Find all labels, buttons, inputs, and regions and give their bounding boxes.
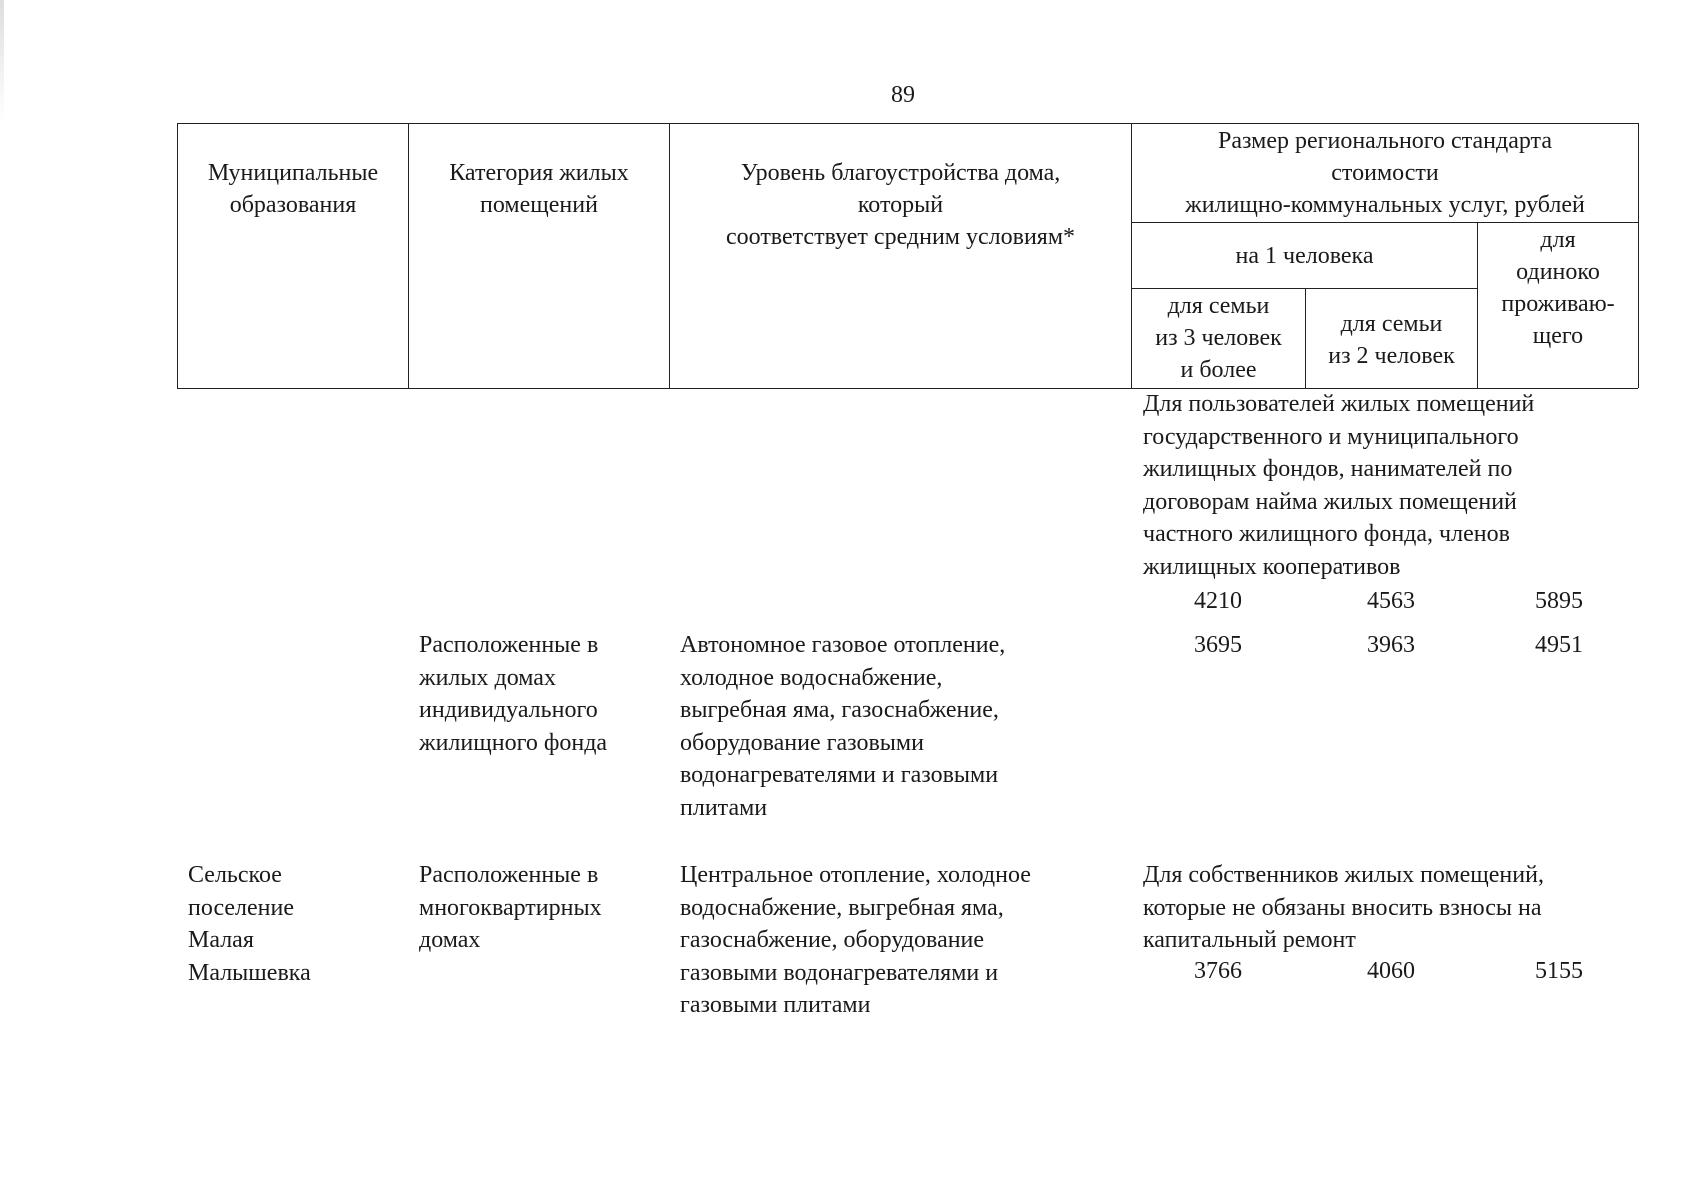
municipality-line: поселение — [188, 894, 295, 921]
header-line: для — [1540, 227, 1576, 253]
level-line: плитами — [680, 794, 768, 821]
header-line: который — [857, 192, 944, 218]
header-family-2 — [1306, 308, 1477, 372]
header-family-3 — [1132, 290, 1305, 386]
header-line: из 3 человек — [1155, 325, 1282, 351]
header-per-person: на 1 человека — [1235, 243, 1374, 269]
category-line: индивидуального — [419, 697, 598, 723]
note-line: жилищных фондов, нанимателей по — [1143, 456, 1513, 482]
header-line: Муниципальные — [207, 160, 379, 186]
level-line: Автономное газовое отопление, — [680, 632, 1006, 658]
row-municipality — [188, 859, 311, 989]
header-line: для семьи — [1340, 311, 1443, 337]
value-family-2: 4060 — [1367, 958, 1415, 984]
value-family-3: 3766 — [1194, 958, 1242, 984]
level-line: водонагревателями и газовыми — [680, 762, 999, 788]
note-line: капитальный ремонт — [1143, 927, 1356, 953]
level-line: холодное водоснабжение, — [680, 664, 943, 691]
level-line: газовыми водонагревателями и — [680, 959, 999, 986]
header-line: помещений — [480, 192, 598, 218]
header-line: из 2 человек — [1328, 343, 1455, 369]
category-line: домах — [419, 927, 481, 953]
note-line: Для пользователей жилых помещений — [1143, 391, 1535, 417]
header-line: стоимости — [1331, 160, 1439, 186]
header-category — [409, 157, 669, 221]
note-line: Для собственников жилых помещений, — [1143, 862, 1544, 888]
page-number: 89 — [891, 82, 915, 108]
value-family-3: 3695 — [1194, 632, 1242, 658]
value-single: 5895 — [1535, 588, 1583, 614]
header-line: и более — [1180, 357, 1257, 383]
header-level — [670, 157, 1131, 253]
category-line: жилищного фонда — [419, 729, 608, 756]
value-single: 4951 — [1535, 632, 1583, 658]
header-line: Уровень благоустройства дома, — [740, 160, 1061, 186]
header-line: проживаю- — [1501, 291, 1615, 317]
level-line: Центральное отопление, холодное — [680, 862, 1031, 888]
level-line: газоснабжение, оборудование — [680, 927, 985, 953]
level-line: оборудование газовыми — [680, 729, 924, 756]
category-line: Расположенные в — [419, 862, 599, 888]
value-family-2: 4563 — [1367, 588, 1415, 614]
header-line: жилищно-коммунальных услуг, рублей — [1185, 192, 1585, 218]
header-line: образования — [229, 192, 357, 218]
category-line: Расположенные в — [419, 632, 599, 658]
note-line: государственного и муниципального — [1143, 423, 1519, 450]
note-line: частного жилищного фонда, членов — [1143, 521, 1510, 547]
category-line: жилых домах — [419, 664, 556, 691]
note-line: договорам найма жилых помещений — [1143, 488, 1517, 515]
level-line: выгребная яма, газоснабжение, — [680, 697, 999, 723]
row-level — [680, 629, 1005, 824]
header-line: Категория жилых — [449, 160, 629, 186]
note-line: которые не обязаны вносить взносы на — [1143, 894, 1542, 921]
row-category — [419, 629, 607, 759]
municipality-line: Сельское — [188, 862, 282, 888]
header-line: соответствует средним условиям* — [725, 224, 1076, 250]
row-level — [680, 859, 1031, 1022]
header-line: одиноко — [1516, 259, 1600, 285]
header-standard-size — [1132, 125, 1638, 221]
level-line: водоснабжение, выгребная яма, — [680, 894, 1004, 921]
row-note — [1143, 388, 1534, 583]
header-municipalities — [178, 157, 408, 221]
header-line: Размер регионального стандарта — [1218, 128, 1552, 154]
municipality-line: Малая — [188, 927, 254, 953]
level-line: газовыми плитами — [680, 992, 871, 1018]
note-line: жилищных кооперативов — [1143, 553, 1401, 580]
value-family-3: 4210 — [1194, 588, 1242, 614]
value-family-2: 3963 — [1367, 632, 1415, 658]
header-line: щего — [1532, 323, 1584, 349]
header-line: для семьи — [1167, 293, 1270, 319]
value-single: 5155 — [1535, 958, 1583, 984]
row-note — [1143, 859, 1544, 957]
row-category — [419, 859, 602, 957]
municipality-line: Малышевка — [188, 959, 311, 986]
category-line: многоквартирных — [419, 894, 602, 921]
header-single — [1478, 224, 1638, 352]
